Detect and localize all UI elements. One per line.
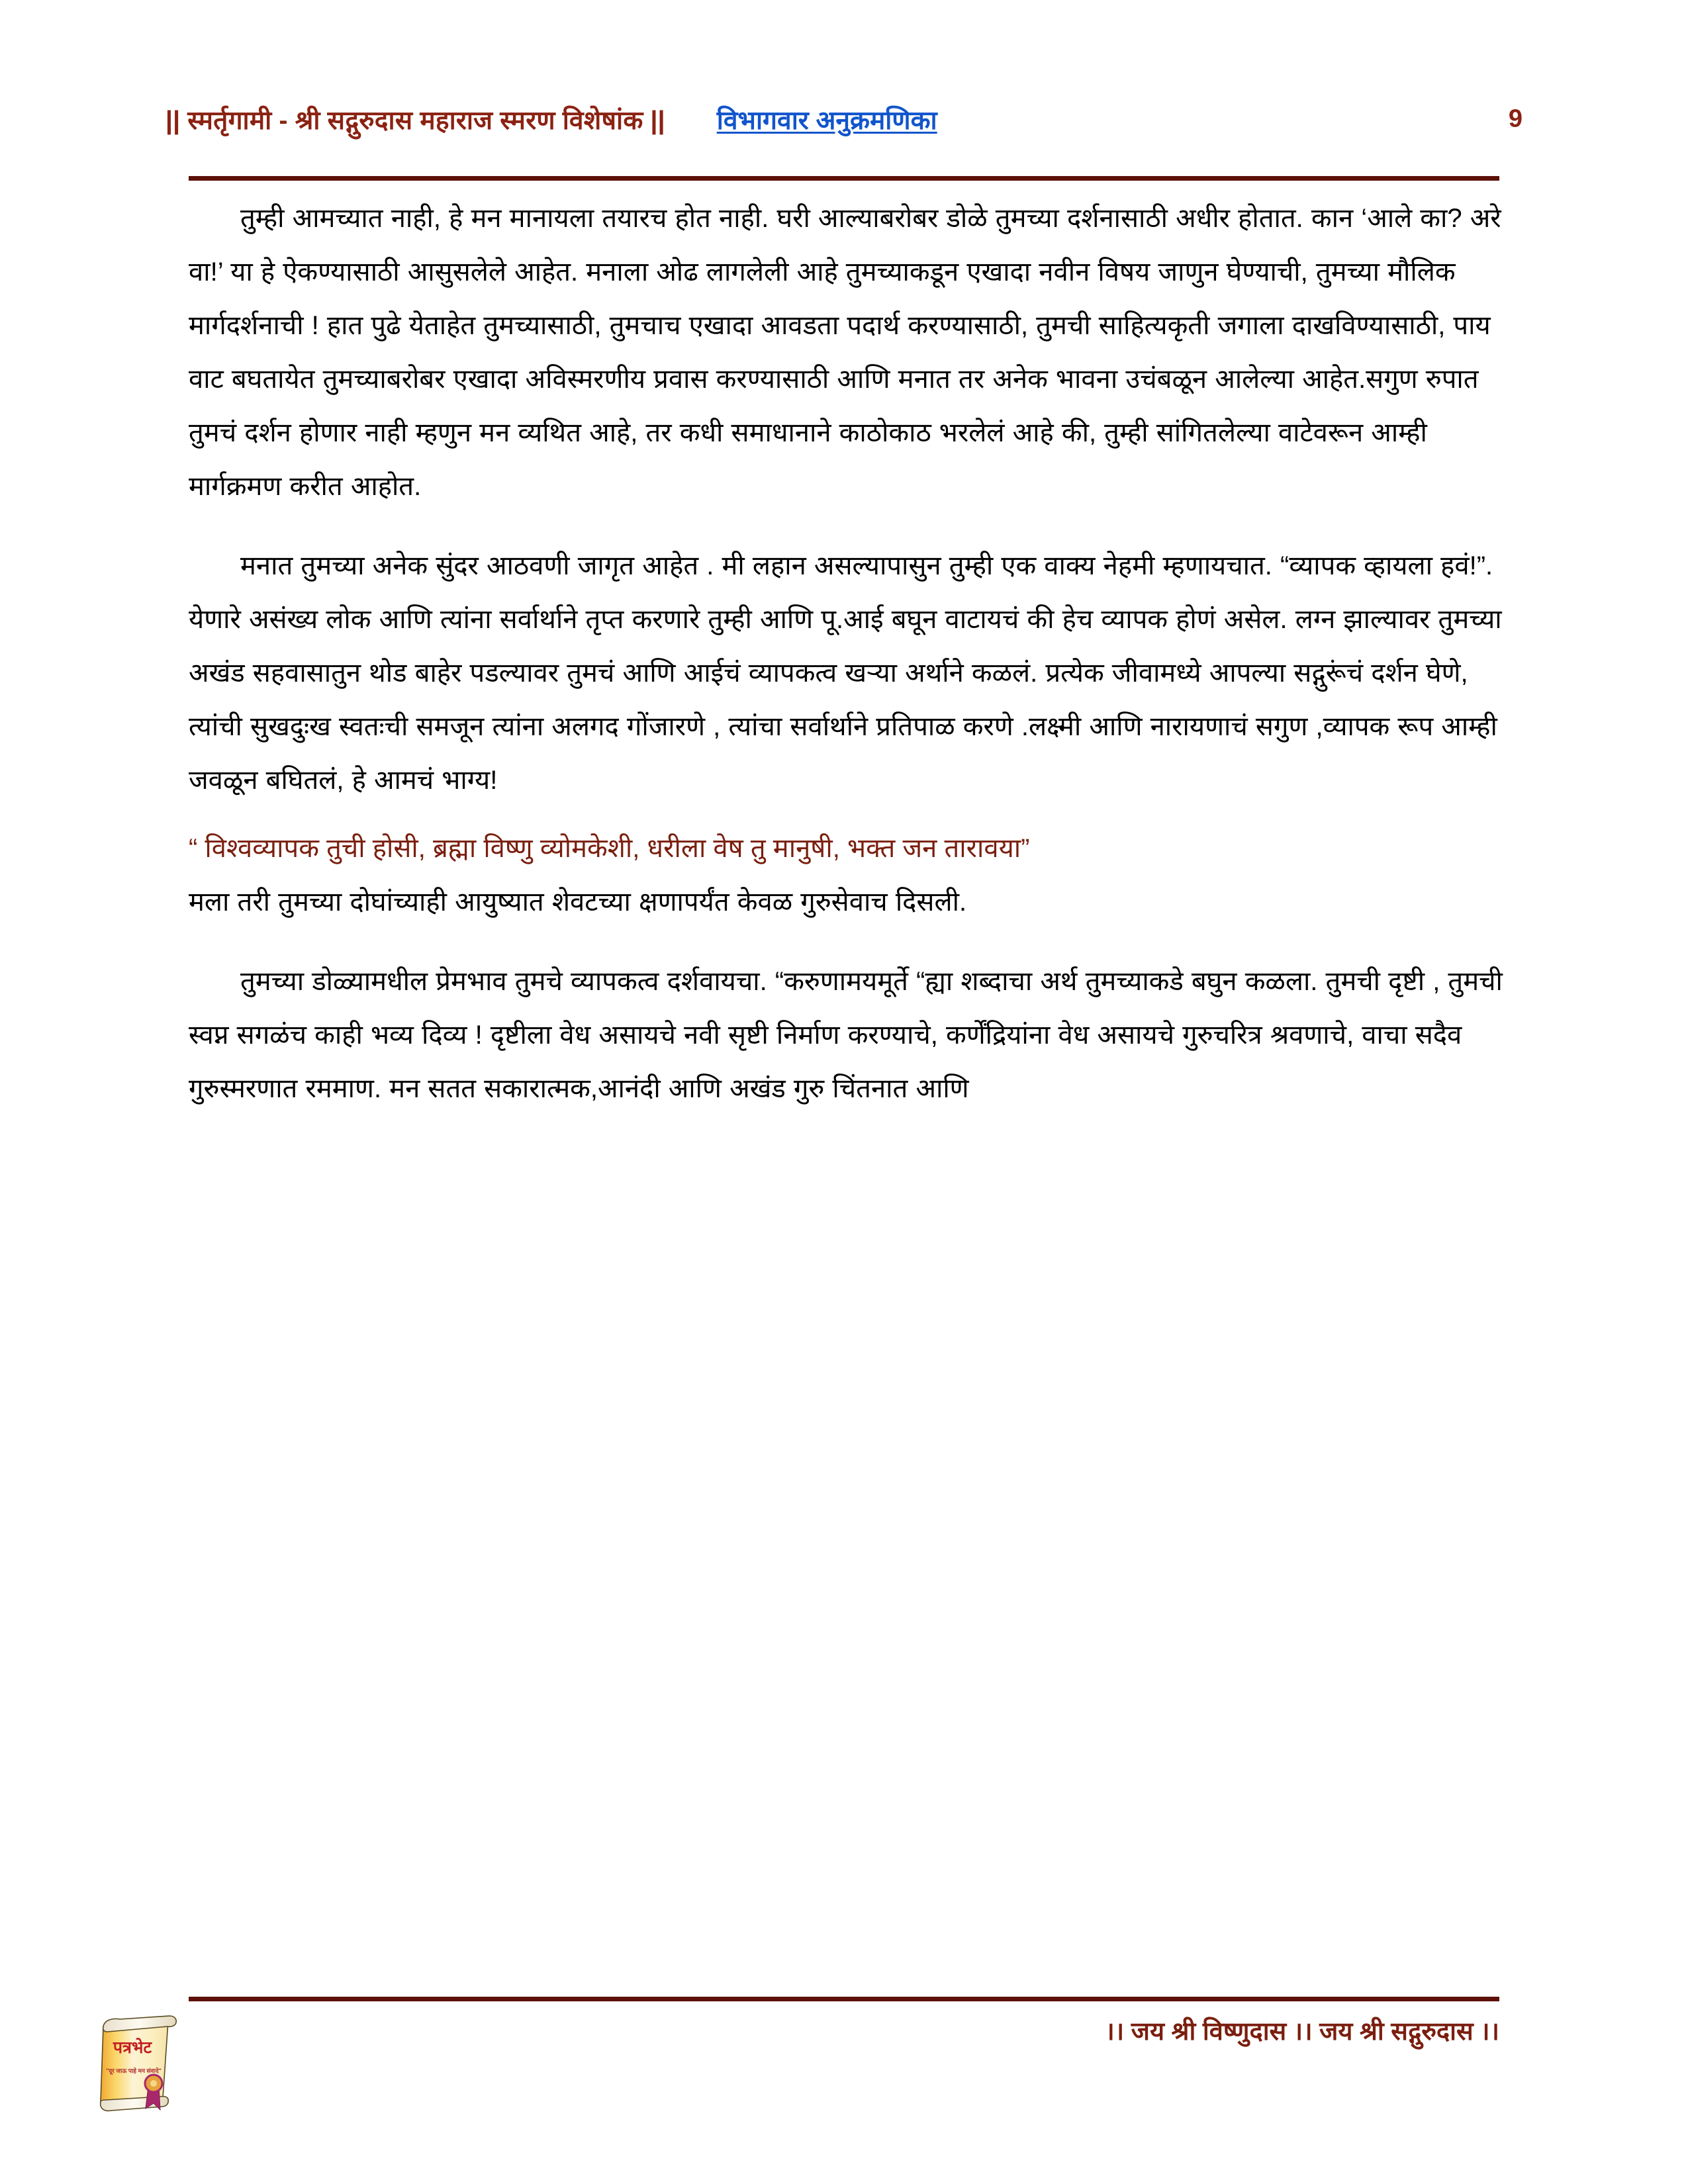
body-paragraph-3: मला तरी तुमच्या दोघांच्याही आयुष्यात शेवटच्या क्षणापर्यंत केवळ गुरुसेवाच दिसली.: [189, 887, 967, 917]
body-paragraph-4: तुमच्या डोळ्यामधील प्रेमभाव तुमचे व्यापकत्व दर्शवायचा. “करुणामयमूर्ते “ह्या शब्दाचा अर्थ तुमच्याकडे बघुन कळला. तुमची दृष्टी , तुमची स्वप्न सगळंच काही भव्य दिव्य ! दृष्टीला वेध असायचे नवी सृष्टी निर्माण करण्याचे, कर्णेंद्रियांना वेध असायचे गुरुचरित्र श्रवणाचे, वाचा सदैव गुरुस्मरणात रममाण. मन सतत सकारात्मक,आनंदी आणि अखंड गुरु चिंतनात आणि: [189, 967, 1503, 1103]
scroll-logo-icon: [90, 2012, 196, 2124]
seal-center: [150, 2080, 157, 2087]
page-header: [165, 93, 1523, 146]
document-body: [189, 192, 1506, 1116]
verse-quote: “ विश्वव्यापक तुची होसी, ब्रह्मा विष्णु व्योमकेशी, धरीला वेष तु मानुषी, भक्त जन तारावया”: [189, 834, 1030, 863]
patrabhet-logo: [90, 2012, 196, 2124]
logo-tagline-text: "दूर जाऊ पाहे मन संवादे": [106, 2068, 162, 2074]
header-title: || स्मर्तृगामी - श्री सद्गुरुदास महाराज स्मरण विशेषांक ||: [165, 106, 665, 135]
section-index-link[interactable]: विभागवार अनुक्रमणिका: [716, 106, 937, 135]
body-paragraph-1: तुम्ही आमच्यात नाही, हे मन मानायला तयारच होत नाही. घरी आल्याबरोबर डोळे तुमच्या दर्शनासाठी अधीर होतात. कान ‘आले का? अरे वा!’ या हे ऐकण्यासाठी आसुसलेले आहेत. मनाला ओढ लागलेली आहे तुमच्याकडून एखादा नवीन विषय जाणुन घेण्याची, तुमच्या मौलिक मार्गदर्शनाची ! हात पुढे येताहेत तुमच्यासाठी, तुमचाच एखादा आवडता पदार्थ करण्यासाठी, तुमची साहित्यकृती जगाला दाखविण्यासाठी, पाय वाट बघतायेत तुमच्याबरोबर एखादा अविस्मरणीय प्रवास करण्यासाठी आणि मनात तर अनेक भावना उचंबळून आलेल्या आहेत.सगुण रुपात तुमचं दर्शन होणार नाही म्हणुन मन व्यथित आहे, तर कधी समाधानाने काठोकाठ भरलेलं आहे की, तुम्ही सांगितलेल्या वाटेवरून आम्ही मार्गक्रमण करीत आहोत.: [189, 204, 1501, 501]
footer-blessing: ।। जय श्री विष्णुदास ।। जय श्री सद्गुरुदास ।।: [1105, 2018, 1499, 2046]
header-divider-rule: [189, 176, 1499, 181]
page-number: 9: [1508, 105, 1523, 133]
logo-brand-text: पत्रभेट: [113, 2038, 152, 2057]
footer-divider-rule: [189, 1997, 1499, 2001]
body-paragraph-2: मनात तुमच्या अनेक सुंदर आठवणी जागृत आहेत . मी लहान असल्यापासुन तुम्ही एक वाक्य नेहमी म्हणायचात. “व्यापक व्हायला हवं!”. येणारे असंख्य लोक आणि त्यांना सर्वार्थाने तृप्त करणारे तुम्ही आणि पू.आई बघून वाटायचं की हेच व्यापक होणं असेल. लग्न झाल्यावर तुमच्या अखंड सहवासातुन थोड बाहेर पडल्यावर तुमचं आणि आईचं व्यापकत्व खऱ्या अर्थाने कळलं. प्रत्येक जीवामध्ये आपल्या सद्गुरूंचं दर्शन घेणे, त्यांची सुखदुःख स्वतःची समजून त्यांना अलगद गोंजारणे , त्यांचा सर्वार्थाने प्रतिपाळ करणे .लक्ष्मी आणि नारायणाचं सगुण ,व्यापक रूप आम्ही जवळून बघितलं, हे आमचं भाग्य!: [189, 551, 1502, 795]
